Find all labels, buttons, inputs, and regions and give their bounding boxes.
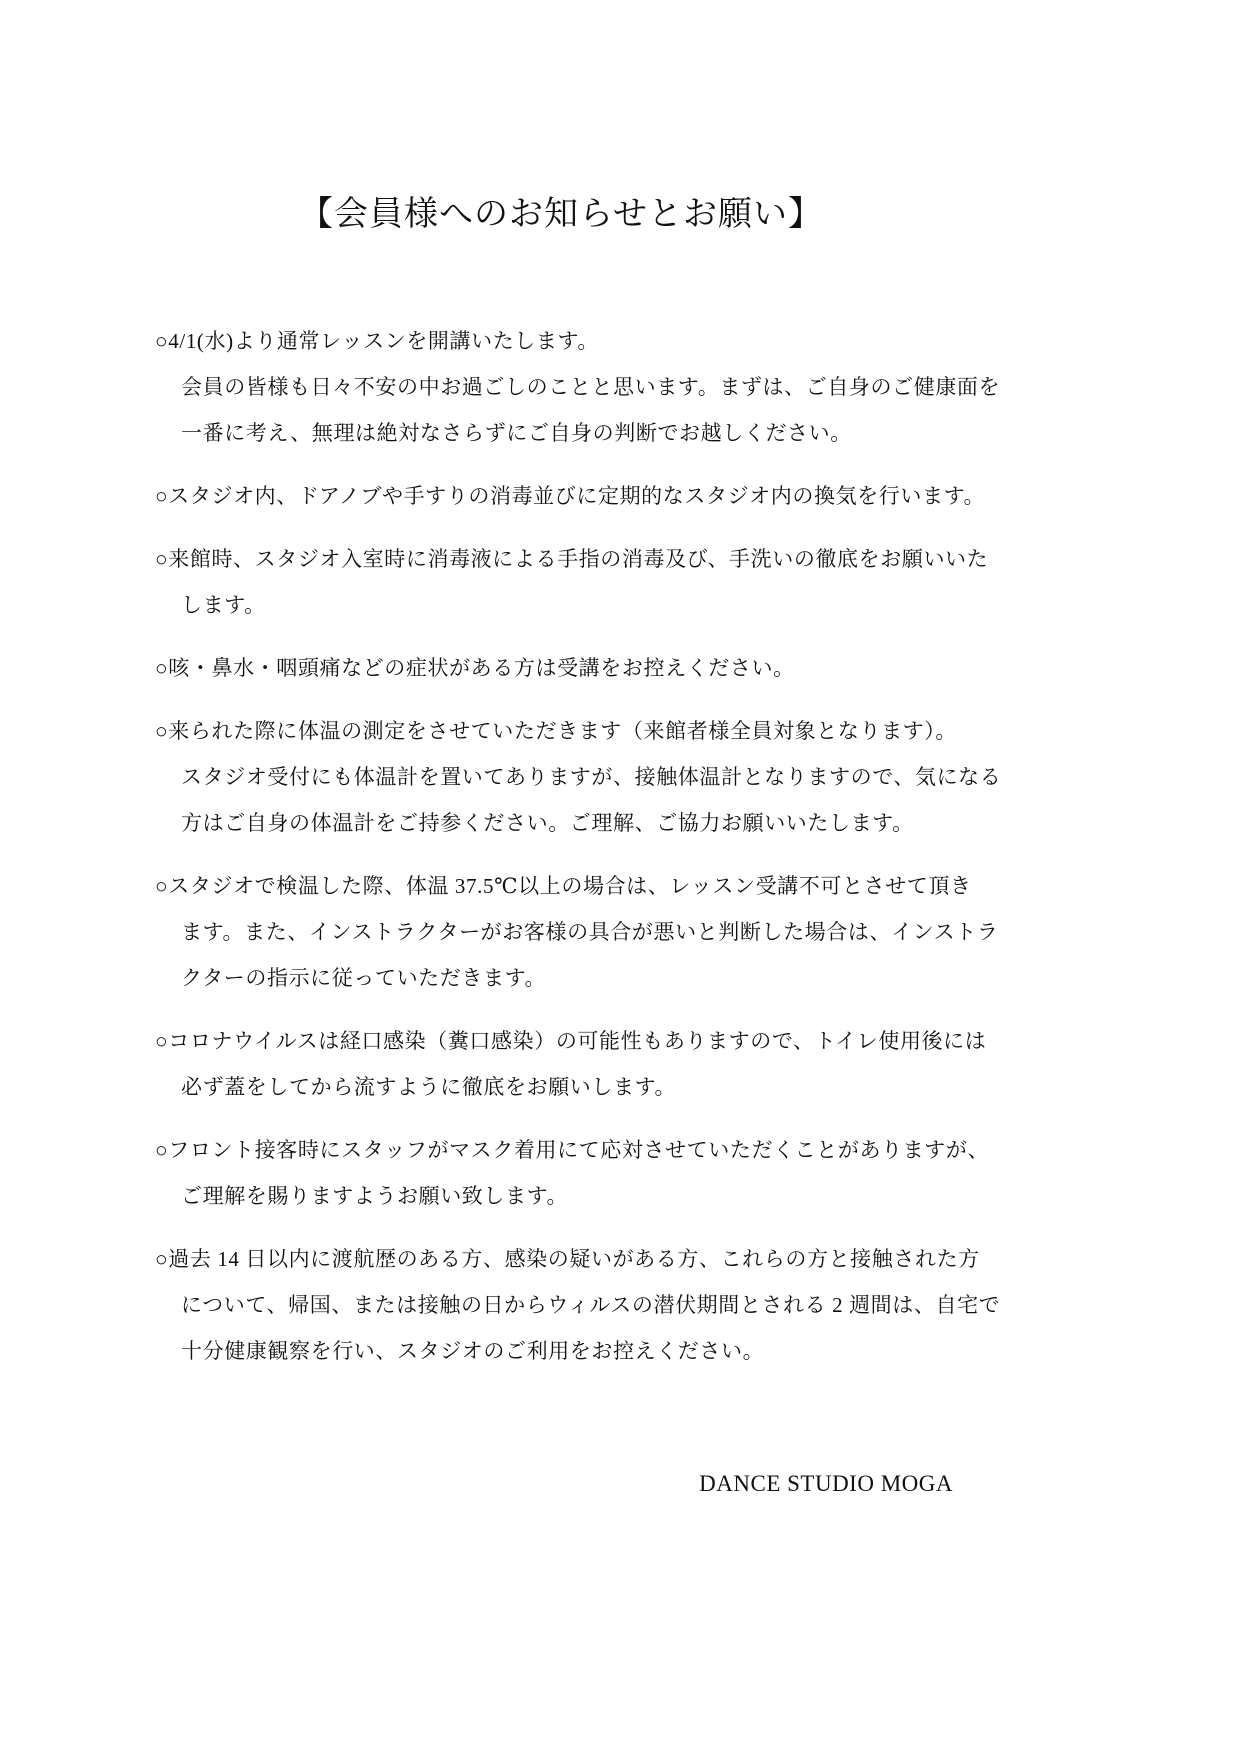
signature: DANCE STUDIO MOGA [699, 1471, 953, 1496]
notice-item [155, 1127, 990, 1219]
notice-line: ○コロナウイルスは経口感染（糞口感染）の可能性もありますので、トイレ使用後には [155, 1029, 987, 1053]
notice-item [155, 318, 1001, 456]
notice-line: ○フロント接客時にスタッフがマスク着用にて応対させていただくことがありますが、 [155, 1138, 990, 1162]
notice-item [155, 863, 999, 1001]
notice-line: ○過去 14 日以内に渡航歴のある方、感染の疑いがある方、これらの方と接触された方 [155, 1247, 980, 1271]
notice-item [155, 536, 989, 628]
notice-line: ○スタジオ内、ドアノブや手すりの消毒並びに定期的なスタジオ内の換気を行います。 [155, 484, 986, 508]
notice-item [155, 645, 967, 691]
notice-line: 一番に考え、無理は絶対なさらずにご自身の判断でお越しください。 [181, 421, 852, 445]
notice-line: について、帰国、または接触の日からウィルスの潜伏期間とされる 2 週間は、自宅で [181, 1293, 1001, 1317]
notice-line: ○スタジオで検温した際、体温 37.5℃以上の場合は、レッスン受講不可とさせて頂き [155, 874, 972, 898]
notice-line: ○咳・鼻水・咽頭痛などの症状がある方は受講をお控えください。 [155, 656, 795, 680]
notice-line: 十分健康観察を行い、スタジオのご利用をお控えください。 [181, 1339, 765, 1363]
notice-item [155, 1018, 987, 1110]
notice-line: ます。また、インストラクターがお客様の具合が悪いと判断した場合は、インストラ [181, 920, 999, 944]
notice-line: ○来られた際に体温の測定をさせていただきます（来館者様全員対象となります）。 [155, 719, 957, 743]
notice-line: ○来館時、スタジオ入室時に消毒液による手指の消毒及び、手洗いの徹底をお願いいた [155, 547, 989, 571]
notice-list [155, 318, 1002, 1374]
notice-item [155, 473, 986, 519]
notice-item [155, 1236, 1001, 1374]
notice-line: 方はご自身の体温計をご持参ください。ご理解、ご協力お願いいたします。 [181, 811, 914, 835]
notice-line: クターの指示に従っていただきます。 [181, 966, 547, 990]
notice-item [155, 708, 1002, 846]
page-title: 【会員様へのお知らせとお願い】 [299, 196, 823, 233]
notice-line: 会員の皆様も日々不安の中お過ごしのことと思います。まずは、ご自身のご健康面を [181, 375, 1001, 399]
notice-line: ご理解を賜りますようお願い致します。 [181, 1184, 569, 1208]
notice-line: スタジオ受付にも体温計を置いてありますが、接触体温計となりますので、気になる [181, 765, 1002, 789]
notice-line: 必ず蓋をしてから流すように徹底をお願いします。 [181, 1075, 677, 1099]
notice-line: します。 [181, 593, 266, 617]
notice-line: ○4/1(水)より通常レッスンを開講いたします。 [155, 329, 600, 353]
